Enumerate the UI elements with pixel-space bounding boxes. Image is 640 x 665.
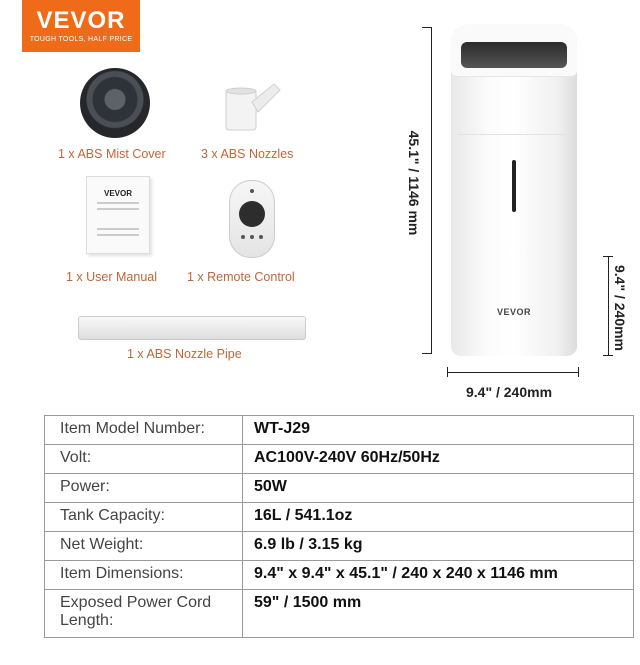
table-row — [45, 445, 634, 474]
dimension-tick — [578, 367, 579, 377]
width-dimension-line — [447, 372, 578, 373]
height-dimension-label: 45.1" / 1146 mm — [406, 130, 422, 236]
humidifier-seam — [457, 134, 571, 135]
accessory-label-mist-cover: 1 x ABS Mist Cover — [58, 147, 166, 161]
remote-button — [250, 189, 254, 193]
humidifier-image — [451, 24, 577, 356]
table-row — [45, 503, 634, 532]
spec-value: 9.4" x 9.4" x 45.1" / 240 x 240 x 1146 mm — [243, 561, 634, 590]
remote-dpad — [239, 201, 265, 227]
manual-text-line — [97, 208, 139, 210]
manual-text-line — [97, 234, 139, 236]
spec-key: Item Dimensions: — [45, 561, 243, 590]
manual-text-line — [97, 228, 139, 230]
remote-button — [241, 235, 245, 239]
humidifier-top — [451, 24, 577, 77]
spec-value: 16L / 541.1oz — [243, 503, 634, 532]
spec-key: Volt: — [45, 445, 243, 474]
table-row — [45, 532, 634, 561]
spec-value: 59" / 1500 mm — [243, 590, 634, 638]
nozzle-pipe-icon — [78, 316, 306, 340]
logo-tagline: TOUGH TOOLS, HALF PRICE — [29, 36, 133, 43]
height-dimension-line — [431, 27, 432, 353]
depth-dimension-line — [608, 256, 609, 355]
water-level-window — [512, 160, 516, 212]
table-row — [45, 561, 634, 590]
humidifier-brand: VEVOR — [496, 307, 531, 317]
accessory-label-nozzles: 3 x ABS Nozzles — [201, 147, 294, 161]
dimension-tick — [422, 353, 432, 354]
spec-value: AC100V-240V 60Hz/50Hz — [243, 445, 634, 474]
spec-table — [44, 415, 634, 638]
manual-brand: VEVOR — [103, 189, 132, 198]
spec-key: Net Weight: — [45, 532, 243, 561]
remote-button — [259, 235, 263, 239]
manual-icon — [86, 176, 150, 254]
remote-button — [250, 235, 254, 239]
spec-key: Tank Capacity: — [45, 503, 243, 532]
width-dimension-label: 9.4" / 240mm — [466, 384, 553, 400]
humidifier-vent — [461, 42, 567, 68]
spec-key: Power: — [45, 474, 243, 503]
mist-cover-icon — [80, 68, 150, 138]
logo-brand-name: VEVOR — [36, 7, 126, 34]
spec-value: 50W — [243, 474, 634, 503]
depth-dimension-label: 9.4" / 240mm — [612, 264, 628, 352]
remote-icon — [229, 180, 275, 258]
spec-value: WT-J29 — [243, 416, 634, 445]
vevor-logo — [22, 0, 140, 52]
spec-value: 6.9 lb / 3.15 kg — [243, 532, 634, 561]
table-row — [45, 474, 634, 503]
nozzle-icon — [222, 78, 286, 134]
table-row — [45, 416, 634, 445]
table-row — [45, 590, 634, 638]
manual-text-line — [97, 202, 139, 204]
spec-key: Exposed Power Cord Length: — [45, 590, 243, 638]
accessory-label-remote: 1 x Remote Control — [187, 270, 295, 284]
accessory-label-nozzle-pipe: 1 x ABS Nozzle Pipe — [127, 347, 242, 361]
spec-key: Item Model Number: — [45, 416, 243, 445]
accessory-label-manual: 1 x User Manual — [66, 270, 158, 284]
